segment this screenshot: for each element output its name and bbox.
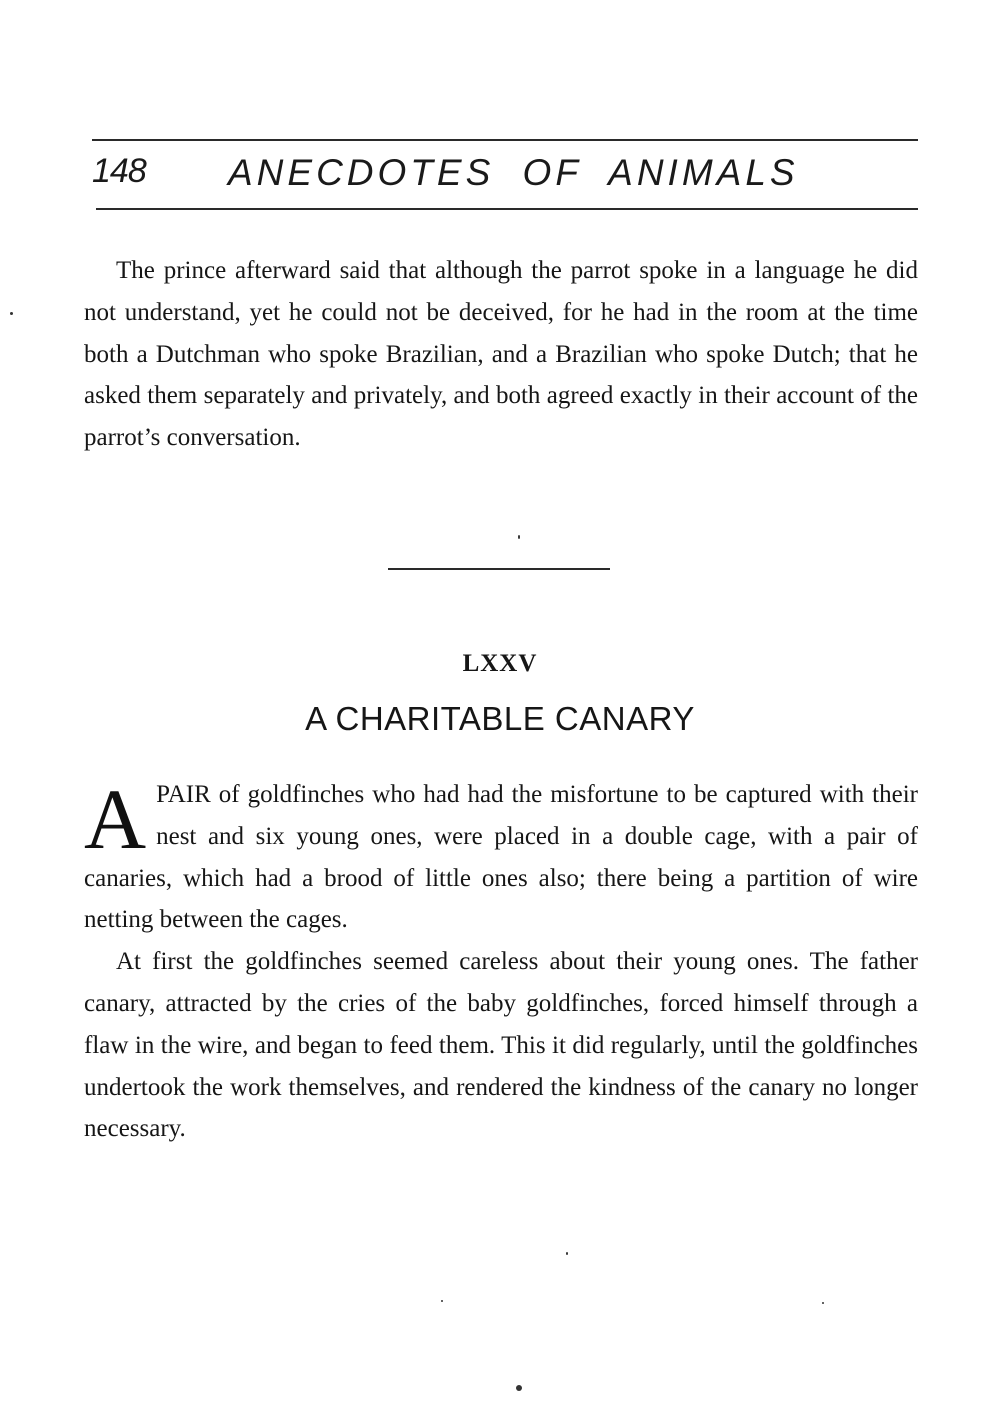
story-paragraph-1 <box>84 771 918 941</box>
ink-speck <box>822 1302 824 1304</box>
section-divider <box>388 568 610 570</box>
header-rule <box>96 208 918 210</box>
previous-story-text <box>84 250 918 459</box>
ink-speck <box>566 1252 568 1255</box>
ink-speck <box>10 312 13 315</box>
ink-speck <box>518 535 520 539</box>
story-paragraph-1-text: PAIR of goldfinches who had had the misfortune to be captured with their nest and six young ones, were placed in a double cage, with a pair of canaries, which had a brood of little ones also; there being a partition of wire netting between the cages. <box>84 781 918 934</box>
ink-speck <box>441 1300 443 1302</box>
ink-speck <box>516 1385 522 1391</box>
page-number: 148 <box>92 152 146 190</box>
paragraph: The prince afterward said that although the parrot spoke in a language he did not understand, yet he could not be deceived, for he had in the room at the time both a Dutchman who spoke Brazilian, and a Brazilian who spoke Dutch; that he asked them separately and privately, and both agreed exactly in their account of the parrot’s conversation. <box>84 257 918 452</box>
running-head: ANECDOTES OF ANIMALS <box>228 152 799 193</box>
story-paragraph-2: At first the goldfinches seemed careless about their young ones. The father canary, attracted by the cries of the baby goldfinches, forced himself through a flaw in the wire, and began to feed them. This it did regularly, until the goldfinches undertook the work themselves, and rendered the kindness of the canary no longer necessary. <box>84 948 918 1143</box>
top-rule <box>92 139 918 141</box>
story-text <box>84 771 918 1150</box>
chapter-number: LXXV <box>462 650 538 677</box>
chapter-title: A CHARITABLE CANARY <box>305 700 695 737</box>
drop-cap: A <box>84 771 147 867</box>
